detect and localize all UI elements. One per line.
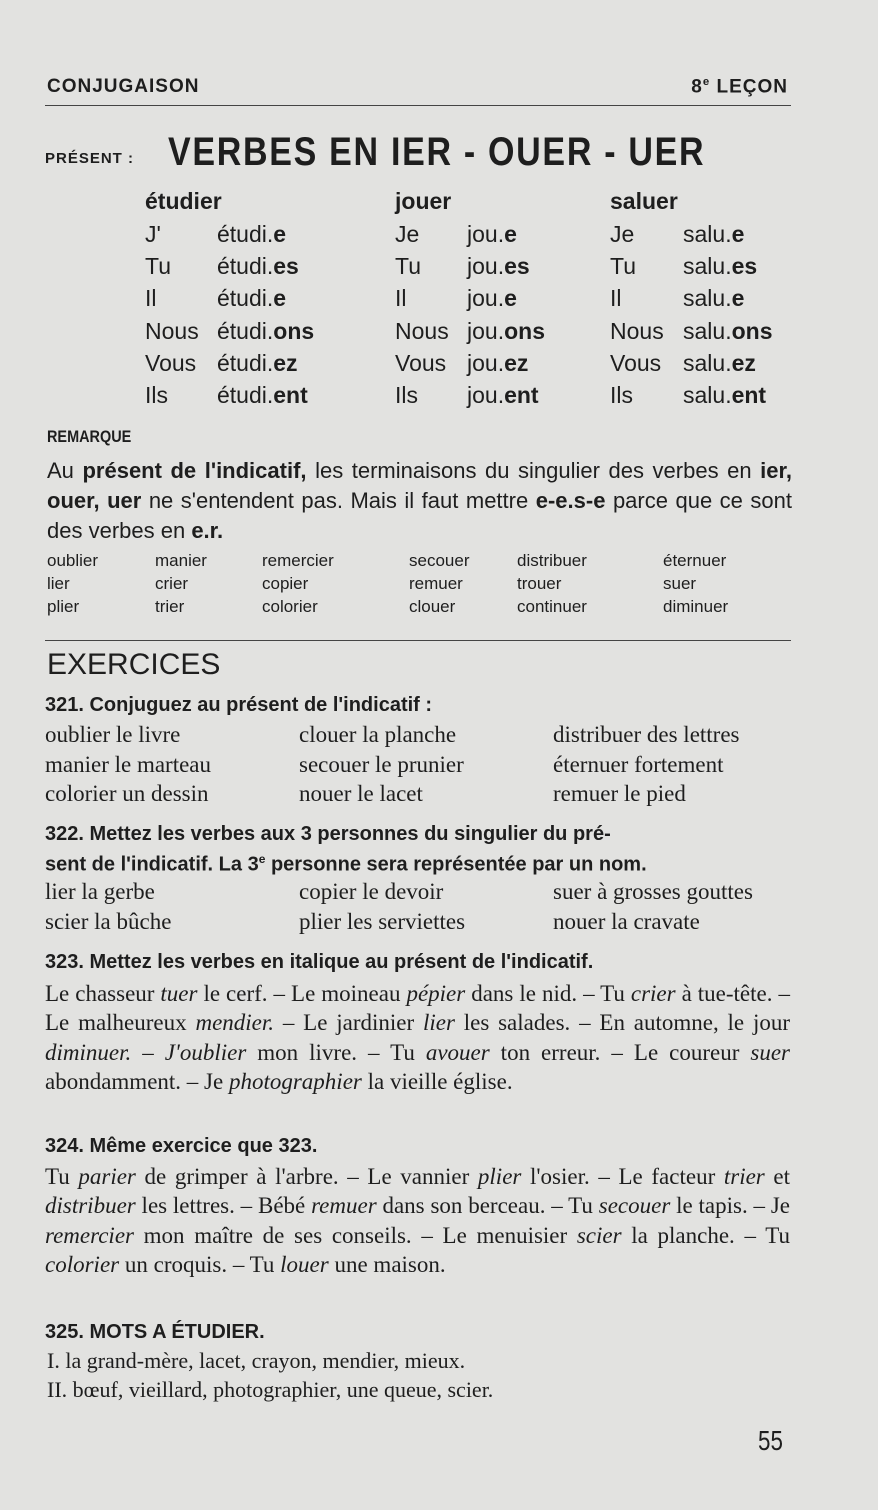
italic-verb: crier <box>630 981 676 1006</box>
italic-verb: louer <box>280 1251 329 1277</box>
verb-ending: es <box>731 253 758 280</box>
ex324-text <box>45 1162 790 1279</box>
word-list-item: éternuer <box>663 551 727 570</box>
verb-form <box>683 382 766 409</box>
pronoun: J' <box>145 221 161 247</box>
remarque-text <box>47 456 792 546</box>
text-segment: à tue-tête. – Le malheureux <box>45 981 790 1036</box>
pronoun: Il <box>610 285 622 312</box>
verb-stem: jou. <box>467 349 505 376</box>
ex322-item: copier le devoir <box>299 879 444 904</box>
italic-verb: secouer <box>598 1193 671 1219</box>
verb-ending: ez <box>731 349 756 376</box>
ex321-item: oublier le livre <box>45 722 181 747</box>
ex321-item: nouer le lacet <box>299 781 423 806</box>
verb-stem: étudi. <box>217 382 274 408</box>
text-segment: ton erreur. – Le coureur <box>489 1039 751 1065</box>
text-segment: – <box>131 1039 165 1065</box>
verb-ending: ons <box>731 317 773 344</box>
section-header: CONJUGAISON <box>47 76 200 97</box>
ex322-heading-b1: sent de l'indicatif. La 3 <box>45 853 259 876</box>
verb-ending: e <box>731 285 745 312</box>
exercises-title: EXERCICES <box>47 648 221 681</box>
pronoun: Vous <box>395 349 447 376</box>
italic-verb: pépier <box>406 981 466 1006</box>
section-rule <box>45 640 791 641</box>
text-segment: les lettres. – Bébé <box>135 1193 312 1219</box>
italic-verb: mendier. <box>195 1010 275 1036</box>
verb-form <box>217 350 298 377</box>
italic-verb: remuer <box>311 1193 377 1219</box>
verb-form <box>683 253 757 280</box>
word-list-item: plier <box>47 597 80 616</box>
verb-infinitive: saluer <box>610 188 678 214</box>
ex322-item: scier la bûche <box>45 908 172 934</box>
verb-form <box>467 318 545 345</box>
ex321-item: manier le marteau <box>45 751 212 777</box>
word-list-item: suer <box>663 574 697 593</box>
pronoun: Il <box>395 285 407 312</box>
ex321-item: colorier un dessin <box>45 781 209 806</box>
verb-stem: salu. <box>683 253 732 280</box>
verb-form <box>467 382 539 409</box>
ex325-heading: 325. MOTS A ÉTUDIER. <box>45 1321 265 1343</box>
text-segment: ne s'entendent pas. Mais il faut mettre <box>141 488 536 513</box>
pronoun: Il <box>145 285 157 312</box>
verb-ending: e <box>273 285 287 312</box>
verb-stem: jou. <box>467 285 505 312</box>
pronoun: Ils <box>145 382 168 408</box>
verb-stem: jou. <box>467 253 505 280</box>
bold-text: ier, ouer, uer <box>47 458 792 513</box>
verb-form <box>217 318 314 345</box>
word-list-item: oublier <box>47 551 99 570</box>
ex321-item: remuer le pied <box>553 781 686 806</box>
italic-verb: lier <box>422 1010 455 1036</box>
pronoun: Vous <box>145 349 197 376</box>
verb-form <box>217 382 308 409</box>
ex321-item: distribuer des lettres <box>553 722 740 747</box>
verb-infinitive: étudier <box>145 188 222 214</box>
italic-verb: avouer <box>425 1039 490 1065</box>
verb-form <box>217 285 286 312</box>
verb-infinitive: jouer <box>395 188 452 214</box>
verb-stem: salu. <box>683 317 732 344</box>
word-list-item: clouer <box>409 597 456 616</box>
verb-stem: salu. <box>683 349 732 376</box>
verb-form <box>683 318 772 345</box>
bold-text: présent de l'indicatif, <box>82 458 307 483</box>
verb-stem: étudi. <box>217 349 274 376</box>
verb-ending: e <box>504 285 517 312</box>
italic-verb: suer <box>750 1039 790 1065</box>
word-list-item: distribuer <box>517 551 587 570</box>
text-segment: de grimper à l'arbre. – Le vannier <box>135 1164 478 1189</box>
ex321-item: éternuer fortement <box>553 751 724 777</box>
text-segment: le tapis. – Je <box>670 1193 790 1219</box>
verb-stem: jou. <box>467 382 505 408</box>
italic-verb: remercier <box>45 1222 134 1248</box>
ex323-heading: 323. Mettez les verbes en italique au présent de l'indicatif. <box>45 951 594 973</box>
verb-stem: jou. <box>467 317 505 344</box>
bold-text: e.r. <box>191 518 224 543</box>
ex322-item: plier les serviettes <box>299 908 466 934</box>
verb-ending: ent <box>731 382 767 408</box>
word-list-item: crier <box>155 574 189 593</box>
text-segment: les salades. – En automne, le jour <box>454 1010 790 1036</box>
pronoun: Tu <box>395 253 421 280</box>
word-list-item: remuer <box>409 574 463 593</box>
verb-stem: salu. <box>683 382 732 408</box>
ex322-sup: e <box>258 852 266 866</box>
verb-form <box>467 253 530 280</box>
italic-verb: J'oublier <box>164 1039 247 1065</box>
page-number: 55 <box>758 1425 783 1456</box>
verb-form <box>467 350 528 377</box>
ex322-item: nouer la cravate <box>553 908 700 934</box>
ex324-heading: 324. Même exercice que 323. <box>45 1135 318 1157</box>
ex322-heading-a: 322. Mettez les verbes aux 3 personnes du singulier du pré- <box>45 823 611 845</box>
italic-verb: parier <box>78 1164 136 1189</box>
text-segment: – Le jardinier <box>274 1010 423 1036</box>
italic-verb: colorier <box>45 1251 120 1277</box>
pronoun: Ils <box>610 382 633 408</box>
text-segment: dans le nid. – Tu <box>465 981 631 1006</box>
pronoun: Nous <box>145 317 199 344</box>
text-segment: un croquis. – Tu <box>119 1251 281 1277</box>
ex325-line-1: I. la grand-mère, lacet, crayon, mendier, mieux. <box>47 1348 466 1373</box>
word-list-item: lier <box>47 574 70 593</box>
word-list-item: diminuer <box>663 597 729 616</box>
ex321-item: secouer le prunier <box>299 751 464 777</box>
verb-ending: ons <box>273 317 315 344</box>
verb-ending: es <box>273 253 299 280</box>
italic-verb: trier <box>723 1164 765 1189</box>
bold-text: e-e.s-e <box>535 488 606 513</box>
pronoun: Je <box>395 221 420 247</box>
text-segment: la planche. – Tu <box>621 1222 790 1248</box>
pronoun: Je <box>610 221 635 247</box>
word-list-item: trier <box>155 597 185 616</box>
text-segment: abondamment. – Je <box>45 1068 229 1094</box>
verb-form <box>467 221 517 248</box>
verb-form <box>217 221 286 248</box>
ex322-heading-b2: personne sera représentée par un nom. <box>265 853 647 876</box>
verb-ending: ent <box>504 382 539 408</box>
text-segment: parce que ce sont des verbes en <box>47 488 792 543</box>
italic-verb: plier <box>477 1164 522 1189</box>
text-segment: le cerf. – Le moineau <box>197 981 407 1006</box>
text-segment: Au <box>47 458 83 483</box>
verb-stem: jou. <box>467 221 505 247</box>
text-segment: la vieille église. <box>361 1068 513 1094</box>
verb-stem: salu. <box>683 285 732 312</box>
text-segment: les terminaisons du singulier des verbes en <box>306 458 761 483</box>
text-segment: et <box>764 1164 790 1189</box>
verb-ending: ez <box>273 349 298 376</box>
word-list-item: remercier <box>262 551 334 570</box>
verb-ending: e <box>731 221 745 247</box>
word-list-item: manier <box>155 551 207 570</box>
pronoun: Nous <box>395 317 449 344</box>
ex321-heading: 321. Conjuguez au présent de l'indicatif : <box>45 694 433 716</box>
text-segment: l'osier. – Le facteur <box>521 1164 724 1189</box>
verb-ending: ons <box>504 317 545 344</box>
verb-ending: es <box>504 253 530 280</box>
verb-form <box>683 221 744 248</box>
ex325-line-2: II. bœuf, vieillard, photographier, une queue, scier. <box>47 1377 494 1402</box>
verb-ending: e <box>273 221 287 247</box>
verb-ending: e <box>504 221 517 247</box>
lesson-number: 8 <box>691 76 703 98</box>
pronoun: Nous <box>610 317 664 344</box>
verb-form <box>467 285 517 312</box>
verb-form <box>217 253 299 280</box>
tense-label: PRÉSENT : <box>45 150 135 167</box>
ex322-heading-b <box>45 852 790 877</box>
ex322-item: suer à grosses gouttes <box>553 879 753 904</box>
ex321-item: clouer la planche <box>299 722 457 747</box>
verb-stem: salu. <box>683 221 732 247</box>
text-segment: Le chasseur <box>45 981 161 1006</box>
text-segment: une maison. <box>328 1251 446 1277</box>
ex322-item: lier la gerbe <box>45 879 155 904</box>
italic-verb: tuer <box>160 981 198 1006</box>
word-list-item: secouer <box>409 551 470 570</box>
word-list-item: copier <box>262 574 309 593</box>
verb-stem: étudi. <box>217 317 274 344</box>
verb-form <box>683 285 744 312</box>
lesson-sup: e <box>702 76 711 88</box>
pronoun: Tu <box>610 253 636 280</box>
remarque-label: REMARQUE <box>47 427 132 446</box>
verb-ending: ez <box>504 349 529 376</box>
ex323-text <box>45 979 790 1096</box>
word-list-item: trouer <box>517 574 562 593</box>
word-list-item: continuer <box>517 597 587 616</box>
pronoun: Vous <box>610 349 662 376</box>
italic-verb: photographier <box>228 1068 362 1094</box>
lesson-word: LEÇON <box>716 76 788 98</box>
verb-ending: ent <box>273 382 308 408</box>
text-segment: mon livre. – Tu <box>246 1039 426 1065</box>
pronoun: Tu <box>145 253 171 280</box>
italic-verb: diminuer. <box>45 1039 132 1065</box>
verb-stem: étudi. <box>217 221 274 247</box>
italic-verb: distribuer <box>45 1193 136 1219</box>
verb-form <box>683 350 756 377</box>
lesson-label <box>691 76 788 98</box>
word-list-item: colorier <box>262 597 318 616</box>
text-segment: mon maître de ses conseils. – Le menuisier <box>133 1222 577 1248</box>
verb-stem: étudi. <box>217 285 274 312</box>
header-rule <box>45 105 791 106</box>
italic-verb: scier <box>576 1222 622 1248</box>
page-title: VERBES EN IER - OUER - UER <box>168 130 706 174</box>
text-segment: dans son berceau. – Tu <box>376 1193 599 1219</box>
text-segment: Tu <box>45 1164 79 1189</box>
pronoun: Ils <box>395 382 418 408</box>
verb-stem: étudi. <box>217 253 274 280</box>
